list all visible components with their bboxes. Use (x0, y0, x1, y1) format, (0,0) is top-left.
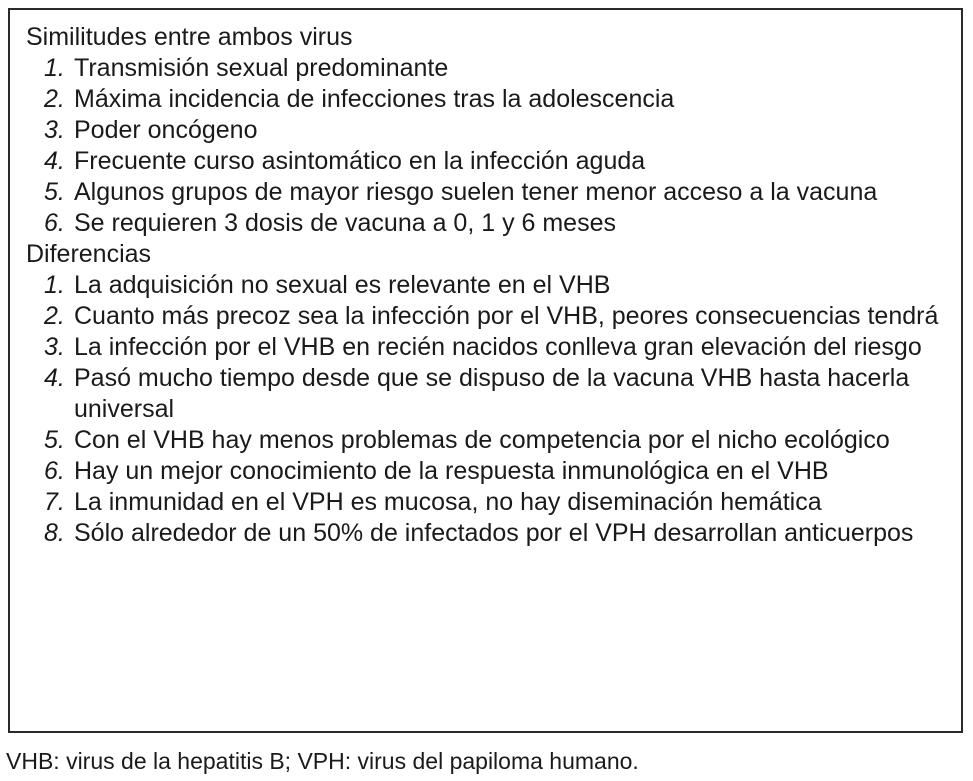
item-number: 6. (44, 209, 65, 237)
comparison-table (8, 8, 963, 733)
list-item (26, 208, 961, 239)
list-item (26, 146, 961, 177)
list-item (26, 363, 961, 425)
list-item (26, 177, 961, 208)
list-item (26, 115, 961, 146)
list-item (26, 456, 961, 487)
list-item (26, 84, 961, 115)
item-text: Algunos grupos de mayor riesgo suelen tener menor acceso a la vacuna (74, 178, 878, 206)
item-text: Hay un mejor conocimiento de la respuesta inmunológica en el VHB (74, 457, 829, 485)
item-text: Sólo alrededor de un 50% de infectados por el VPH desarrollan anticuerpos (74, 519, 914, 547)
list-item (26, 487, 961, 518)
item-text: Pasó mucho tiempo desde que se dispuso de la vacuna VHB hasta hacerla universal (74, 364, 910, 423)
item-text: Con el VHB hay menos problemas de competencia por el nicho ecológico (74, 426, 890, 454)
list-item (26, 53, 961, 84)
section-title-diferencias: Diferencias (26, 240, 152, 268)
item-text: Frecuente curso asintomático en la infección aguda (74, 147, 646, 175)
item-text: Cuanto más precoz sea la infección por el VHB, peores consecuencias tendrá (74, 302, 939, 330)
list-item (26, 270, 961, 301)
list-item (26, 518, 961, 549)
item-number: 4. (44, 147, 65, 175)
item-number: 1. (44, 54, 65, 82)
item-text: Poder oncógeno (74, 116, 258, 144)
item-number: 3. (44, 116, 65, 144)
item-text: Transmisión sexual predominante (74, 54, 449, 82)
item-number: 5. (44, 178, 65, 206)
item-text: La adquisición no sexual es relevante en el VHB (74, 271, 611, 299)
item-number: 7. (44, 488, 65, 516)
item-number: 2. (44, 302, 65, 330)
item-number: 4. (44, 364, 65, 392)
item-number: 8. (44, 519, 65, 547)
item-number: 2. (44, 85, 65, 113)
section-title-similitudes: Similitudes entre ambos virus (26, 23, 353, 51)
list-item (26, 332, 961, 363)
list-item (26, 301, 961, 332)
item-number: 5. (44, 426, 65, 454)
item-text: Máxima incidencia de infecciones tras la adolescencia (74, 85, 675, 113)
item-number: 6. (44, 457, 65, 485)
item-text: Se requieren 3 dosis de vacuna a 0, 1 y 6 meses (74, 209, 616, 237)
item-number: 3. (44, 333, 65, 361)
item-text: La infección por el VHB en recién nacidos conlleva gran elevación del riesgo (74, 333, 922, 361)
footnote: VHB: virus de la hepatitis B; VPH: virus del papiloma humano. (6, 748, 639, 774)
item-number: 1. (44, 271, 65, 299)
item-text: La inmunidad en el VPH es mucosa, no hay diseminación hemática (74, 488, 822, 516)
list-item (26, 425, 961, 456)
